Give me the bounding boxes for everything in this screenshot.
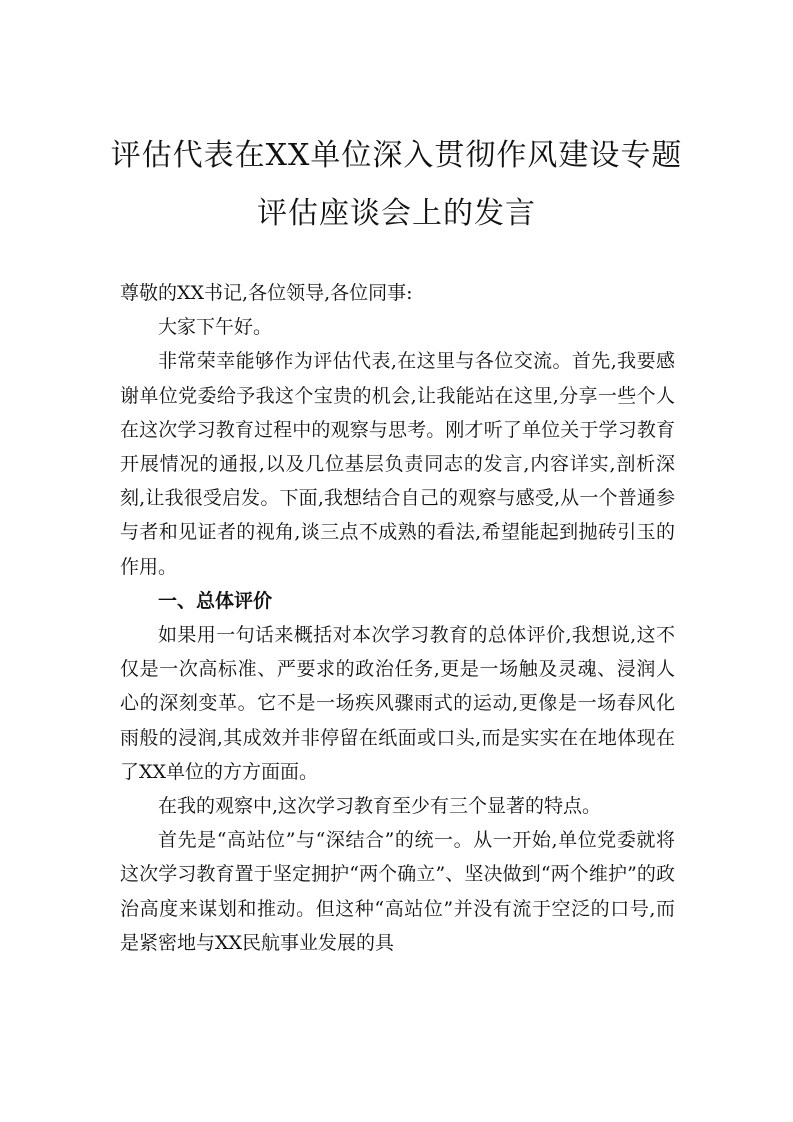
paragraph-three-features: 在我的观察中,这次学习教育至少有三个显著的特点。	[158, 795, 602, 818]
paragraph-greeting: 大家下午好。	[158, 316, 273, 339]
salutation: 尊敬的XX书记,各位领导,各位同事:	[120, 282, 413, 304]
document-title-line-2: 评估座谈会上的发言	[257, 196, 536, 231]
document-body	[120, 276, 675, 960]
section-heading-overall-evaluation: 一、总体评价	[158, 589, 273, 612]
paragraph-first-feature: 首先是“高站位”与“深结合”的统一。从一开始,单位党委就将这次学习教育置于坚定拥护“两个确立”、坚决做到“两个维护”的政治高度来谋划和推动。但这种“高站位”并没有流于空泛的口号,而是紧密地与XX民航事业发展的具	[120, 829, 675, 954]
document-title-line-1: 评估代表在XX单位深入贯彻作风建设专题	[110, 138, 683, 173]
paragraph-introduction: 非常荣幸能够作为评估代表,在这里与各位交流。首先,我要感谢单位党委给予我这个宝贵的机会,让我能站在这里,分享一些个人在这次学习教育过程中的观察与思考。刚才听了单位关于学习教育开展情况的通报,以及几位基层负责同志的发言,内容详实,剖析深刻,让我很受启发。下面,我想结合自己的观察与感受,从一个普通参与者和见证者的视角,谈三点不成熟的看法,希望能起到抛砖引玉的作用。	[120, 350, 675, 578]
paragraph-overall-evaluation: 如果用一句话来概括对本次学习教育的总体评价,我想说,这不仅是一次高标准、严要求的政治任务,更是一场触及灵魂、浸润人心的深刻变革。它不是一场疾风骤雨式的运动,更像是一场春风化雨般的浸润,其成效并非停留在纸面或口头,而是实实在在地体现在了XX单位的方方面面。	[120, 624, 675, 783]
